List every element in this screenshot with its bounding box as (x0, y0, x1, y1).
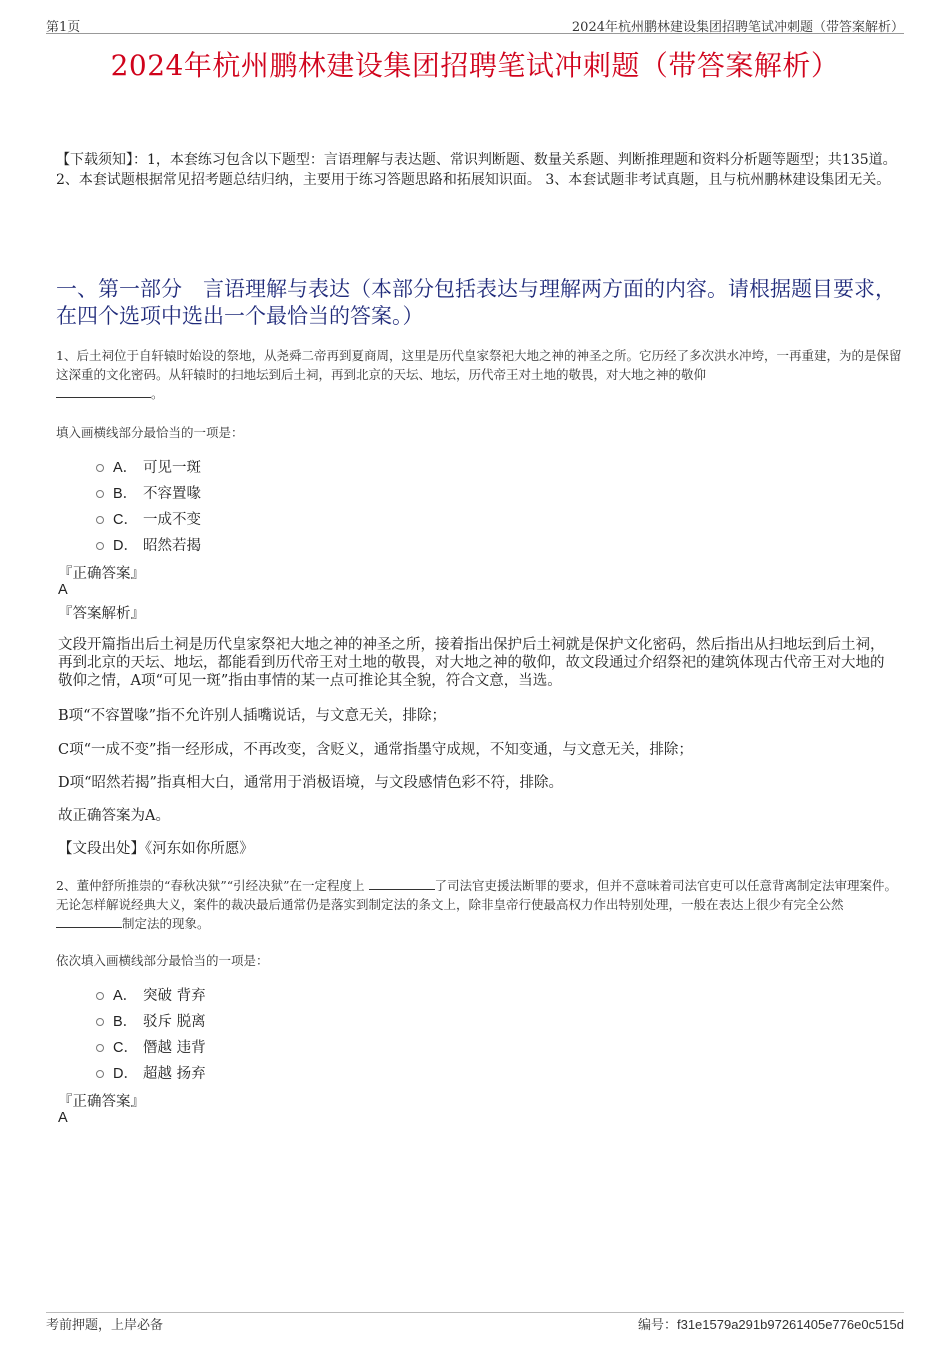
correct-answer-label: 『正确答案』 (58, 1094, 145, 1110)
radio-icon[interactable] (96, 516, 104, 524)
radio-icon[interactable] (96, 1018, 104, 1026)
analysis-paragraph: C项“一成不变”指一经形成，不再改变，含贬义，通常指墨守成规，不知变通，与文意无关，排除； (58, 742, 693, 758)
page-number: 第1页 (46, 20, 81, 35)
option-letter: D． (113, 1065, 138, 1082)
q1-option-d[interactable] (96, 534, 201, 554)
option-text: 一成不变 (143, 511, 201, 528)
option-text: 超越 扬弃 (143, 1065, 206, 1082)
option-letter: B． (113, 1013, 138, 1030)
document-id: 编号：f31e1579a291b97261405e776e0c515d (637, 1317, 904, 1332)
correct-answer: A (58, 1110, 68, 1126)
radio-icon[interactable] (96, 1070, 104, 1078)
question-1-stem-end: 。 (151, 386, 164, 401)
option-text: 驳斥 脱离 (143, 1013, 206, 1030)
option-text: 不容置喙 (143, 485, 201, 502)
source-citation: 【文段出处】《河东如你所愿》 (58, 841, 254, 857)
q2-option-b[interactable] (96, 1010, 206, 1030)
answer-blank (369, 877, 435, 890)
answer-blank (56, 915, 122, 928)
analysis-label: 『答案解析』 (58, 606, 145, 622)
option-letter: B． (113, 485, 138, 502)
radio-icon[interactable] (96, 1044, 104, 1052)
section-heading: 一、第一部分 言语理解与表达（本部分包括表达与理解两方面的内容。请根据题目要求，在四个选项中选出一个最恰当的答案。） (56, 277, 896, 328)
question-2-stem: 了司法官吏援法断罪的要求，但并不意味着司法官吏可以任意背离制定法审理案件。无论怎样解说经典大义，案件的裁决最后通常仍是落实到制定法的条文上，除非皇帝行使最高权力作出特别处理，一般在表达上很少有完全公然 (56, 878, 898, 912)
header-divider (46, 33, 904, 34)
question-2-stem: 2、董仲舒所推崇的“春秋决狱”“引经决狱”在一定程度上 (56, 878, 365, 893)
option-letter: C． (113, 1039, 138, 1056)
radio-icon[interactable] (96, 490, 104, 498)
running-title: 2024年杭州鹏林建设集团招聘笔试冲刺题（带答案解析） (571, 20, 904, 35)
question-1-stem: 1、后土祠位于自轩辕时始设的祭地，从尧舜二帝再到夏商周，这里是历代皇家祭祀大地之神的神圣之所。它历经了多次洪水冲垮，一再重建，为的是保留这深重的文化密码。从轩辕时的扫地坛到后土祠，再到北京的天坛、地坛，历代帝王对土地的敬畏，对大地之神的敬仰 (56, 348, 902, 382)
answer-blank (56, 385, 151, 398)
analysis-paragraph: D项“昭然若揭”指真相大白，通常用于消极语境，与文段感情色彩不符，排除。 (58, 775, 563, 791)
option-letter: A． (113, 459, 138, 476)
correct-answer-label: 『正确答案』 (58, 566, 145, 582)
option-text: 僭越 违背 (143, 1039, 206, 1056)
radio-icon[interactable] (96, 464, 104, 472)
question-2-prompt: 依次填入画横线部分最恰当的一项是： (56, 953, 269, 968)
option-letter: D． (113, 537, 138, 554)
analysis-paragraph: 文段开篇指出后土祠是历代皇家祭祀大地之神的神圣之所，接着指出保护后土祠就是保护文化密码，然后指出从扫地坛到后土祠，再到北京的天坛、地坛，都能看到历代帝王对土地的敬畏，对大地之神的敬仰，故文段通过介绍祭祀的建筑体现古代帝王对大地的敬仰之情，A项“可见一斑”指由事情的某一点可推论其全貌，符合文意，当选。 (58, 637, 885, 689)
option-text: 可见一斑 (143, 459, 201, 476)
q1-option-c[interactable] (96, 508, 201, 528)
correct-answer: A (58, 582, 68, 598)
footer-slogan: 考前押题，上岸必备 (46, 1318, 164, 1333)
radio-icon[interactable] (96, 992, 104, 1000)
question-1-text (56, 346, 906, 403)
q2-option-a[interactable] (96, 984, 206, 1004)
download-notice: 【下载须知】：1，本套练习包含以下题型：言语理解与表达题、常识判断题、数量关系题、判断推理题和资料分析题等题型；共135道。 2、本套试题根据常见招考题总结归纳，主要用于练习答题思路和拓展知识面。 3、本套试题非考试真题，且与杭州鹏林建设集团无关。 (56, 152, 897, 188)
footer-divider (46, 1312, 904, 1313)
page-title: 2024年杭州鹏林建设集团招聘笔试冲刺题（带答案解析） (110, 49, 840, 82)
option-text: 昭然若揭 (143, 537, 201, 554)
analysis-paragraph: B项“不容置喙”指不允许别人插嘴说话，与文意无关，排除； (58, 708, 446, 724)
q2-option-d[interactable] (96, 1062, 206, 1082)
question-1-prompt: 填入画横线部分最恰当的一项是： (56, 425, 244, 440)
radio-icon[interactable] (96, 542, 104, 550)
question-2-text (56, 876, 906, 933)
option-text: 突破 背弃 (143, 987, 206, 1004)
option-letter: A． (113, 987, 138, 1004)
option-letter: C． (113, 511, 138, 528)
q1-option-b[interactable] (96, 482, 201, 502)
question-2-stem: 制定法的现象。 (122, 916, 210, 931)
q2-option-c[interactable] (96, 1036, 206, 1056)
analysis-conclusion: 故正确答案为A。 (58, 808, 170, 824)
q1-option-a[interactable] (96, 456, 201, 476)
